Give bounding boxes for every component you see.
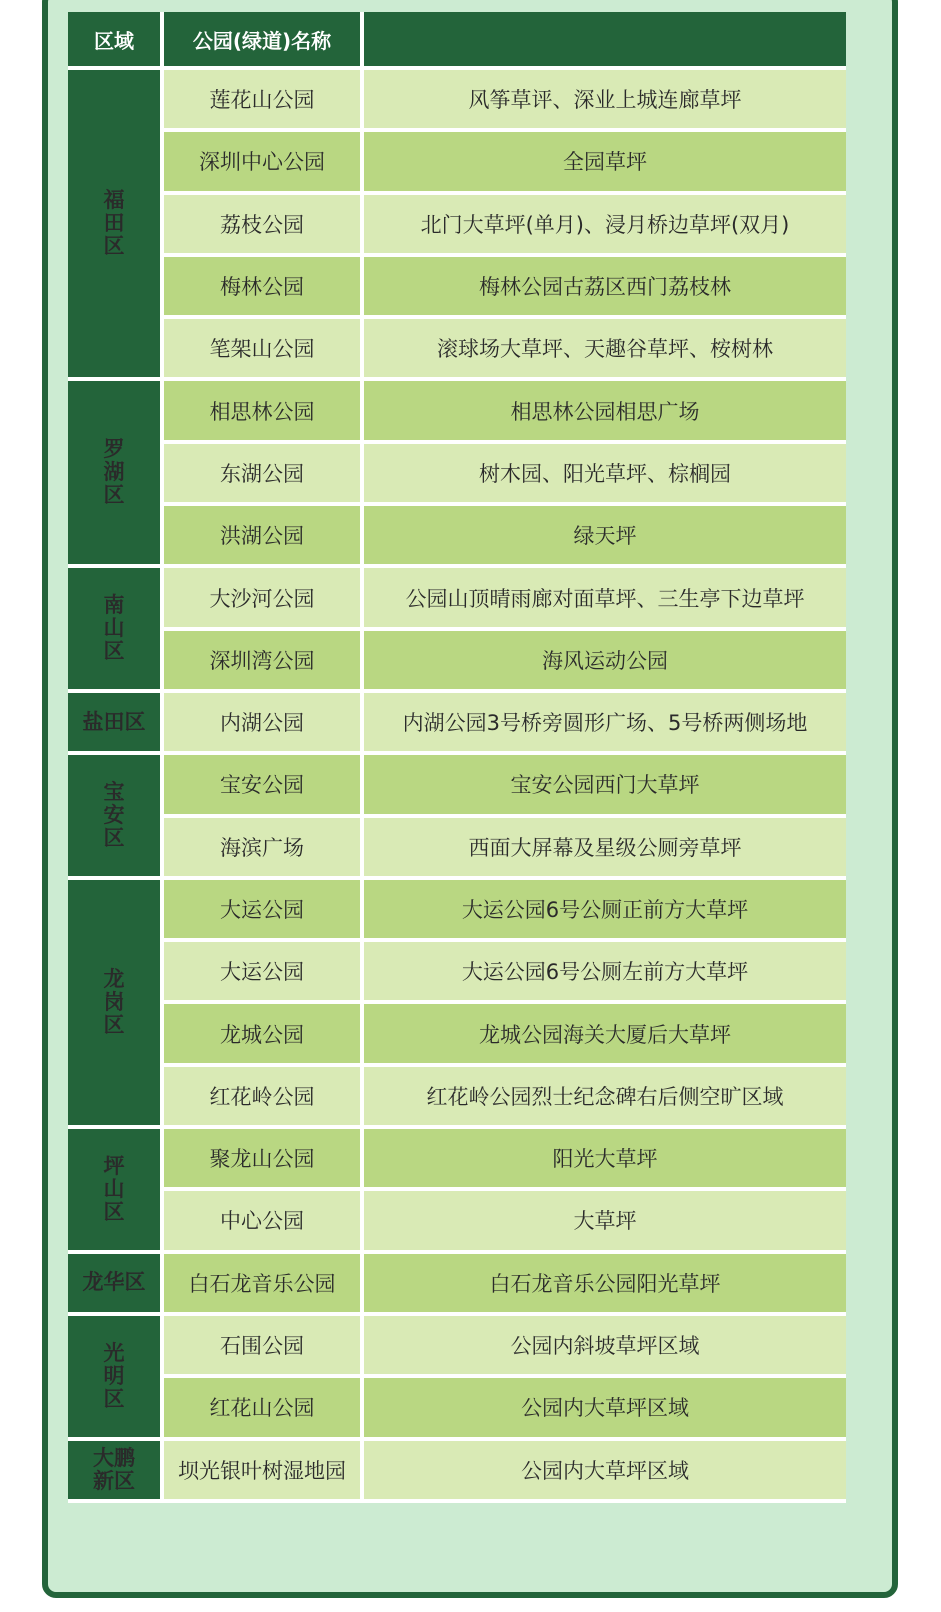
table-row xyxy=(68,880,846,942)
district-cell xyxy=(68,1254,164,1316)
park-name-cell: 大运公园 xyxy=(164,880,364,942)
district-label: 坪山区 xyxy=(103,1153,125,1224)
table-row xyxy=(68,693,846,755)
lawn-area-cell: 绿天坪 xyxy=(364,506,846,568)
lawn-area-cell: 大运公园6号公厕正前方大草坪 xyxy=(364,880,846,942)
district-label: 光明区 xyxy=(103,1340,125,1411)
district-label: 大鹏新区 xyxy=(93,1445,135,1493)
district-label: 龙岗区 xyxy=(103,966,125,1037)
district-cell xyxy=(68,880,164,1129)
district-label: 罗湖区 xyxy=(103,437,125,508)
district-cell xyxy=(68,381,164,568)
park-name-cell: 龙城公园 xyxy=(164,1004,364,1066)
district-cell xyxy=(68,693,164,755)
district-cell xyxy=(68,568,164,693)
district-cell xyxy=(68,1129,164,1254)
table-row xyxy=(68,1191,846,1253)
district-label: 福田区 xyxy=(103,188,125,259)
lawn-area-cell: 风筝草评、深业上城连廊草坪 xyxy=(364,70,846,132)
lawn-area-cell: 北门大草坪(单月)、浸月桥边草坪(双月) xyxy=(364,195,846,257)
park-name-cell: 聚龙山公园 xyxy=(164,1129,364,1191)
park-name-cell: 白石龙音乐公园 xyxy=(164,1254,364,1316)
table-row xyxy=(68,444,846,506)
lawn-area-cell: 全园草坪 xyxy=(364,132,846,194)
table-row xyxy=(68,942,846,1004)
table-row xyxy=(68,132,846,194)
park-name-cell: 大沙河公园 xyxy=(164,568,364,630)
district-label: 宝安区 xyxy=(103,780,125,851)
lawn-area-cell: 内湖公园3号桥旁圆形广场、5号桥两侧场地 xyxy=(364,693,846,755)
header-district: 区域 xyxy=(68,12,164,70)
park-name-cell: 坝光银叶树湿地园 xyxy=(164,1441,364,1503)
park-name-cell: 红花岭公园 xyxy=(164,1067,364,1129)
lawn-area-cell: 滚球场大草坪、天趣谷草坪、桉树林 xyxy=(364,319,846,381)
lawn-area-cell: 公园内斜坡草坪区域 xyxy=(364,1316,846,1378)
table-row xyxy=(68,818,846,880)
lawn-area-cell: 阳光大草坪 xyxy=(364,1129,846,1191)
park-name-cell: 洪湖公园 xyxy=(164,506,364,568)
park-lawn-table xyxy=(68,12,846,1503)
table-row xyxy=(68,195,846,257)
table-row xyxy=(68,1129,846,1191)
park-name-cell: 红花山公园 xyxy=(164,1378,364,1440)
district-cell xyxy=(68,70,164,381)
district-label: 南山区 xyxy=(103,593,125,664)
lawn-area-cell: 白石龙音乐公园阳光草坪 xyxy=(364,1254,846,1316)
table-row xyxy=(68,755,846,817)
lawn-area-cell: 树木园、阳光草坪、棕榈园 xyxy=(364,444,846,506)
header-park-name: 公园(绿道)名称 xyxy=(164,12,364,70)
lawn-area-cell: 公园内大草坪区域 xyxy=(364,1378,846,1440)
lawn-area-cell: 公园内大草坪区域 xyxy=(364,1441,846,1503)
lawn-area-cell: 龙城公园海关大厦后大草坪 xyxy=(364,1004,846,1066)
table-row xyxy=(68,631,846,693)
park-name-cell: 内湖公园 xyxy=(164,693,364,755)
header-area xyxy=(364,12,846,70)
park-name-cell: 大运公园 xyxy=(164,942,364,1004)
district-label: 龙华区 xyxy=(82,1270,146,1295)
district-cell xyxy=(68,755,164,880)
table-row xyxy=(68,1441,846,1503)
lawn-area-cell: 相思林公园相思广场 xyxy=(364,381,846,443)
table-row xyxy=(68,568,846,630)
lawn-area-cell: 梅林公园古荔区西门荔枝林 xyxy=(364,257,846,319)
lawn-area-cell: 公园山顶晴雨廊对面草坪、三生亭下边草坪 xyxy=(364,568,846,630)
table-row xyxy=(68,1067,846,1129)
table-row xyxy=(68,381,846,443)
table-row xyxy=(68,1378,846,1440)
park-name-cell: 中心公园 xyxy=(164,1191,364,1253)
lawn-area-cell: 海风运动公园 xyxy=(364,631,846,693)
table-row xyxy=(68,1316,846,1378)
table-row xyxy=(68,1254,846,1316)
table-row xyxy=(68,1004,846,1066)
header-row xyxy=(68,12,846,70)
park-name-cell: 莲花山公园 xyxy=(164,70,364,132)
table-row xyxy=(68,70,846,132)
table-row xyxy=(68,319,846,381)
lawn-area-cell: 大草坪 xyxy=(364,1191,846,1253)
park-name-cell: 笔架山公园 xyxy=(164,319,364,381)
lawn-area-cell: 红花岭公园烈士纪念碑右后侧空旷区域 xyxy=(364,1067,846,1129)
table-row xyxy=(68,257,846,319)
park-name-cell: 宝安公园 xyxy=(164,755,364,817)
park-name-cell: 海滨广场 xyxy=(164,818,364,880)
table-body xyxy=(68,70,846,1503)
lawn-area-cell: 西面大屏幕及星级公厕旁草坪 xyxy=(364,818,846,880)
district-label: 盐田区 xyxy=(82,709,146,734)
park-name-cell: 深圳中心公园 xyxy=(164,132,364,194)
park-name-cell: 相思林公园 xyxy=(164,381,364,443)
park-name-cell: 东湖公园 xyxy=(164,444,364,506)
district-cell xyxy=(68,1316,164,1441)
lawn-area-cell: 宝安公园西门大草坪 xyxy=(364,755,846,817)
table-row xyxy=(68,506,846,568)
park-name-cell: 深圳湾公园 xyxy=(164,631,364,693)
park-name-cell: 石围公园 xyxy=(164,1316,364,1378)
district-cell xyxy=(68,1441,164,1503)
lawn-area-cell: 大运公园6号公厕左前方大草坪 xyxy=(364,942,846,1004)
park-name-cell: 梅林公园 xyxy=(164,257,364,319)
park-name-cell: 荔枝公园 xyxy=(164,195,364,257)
